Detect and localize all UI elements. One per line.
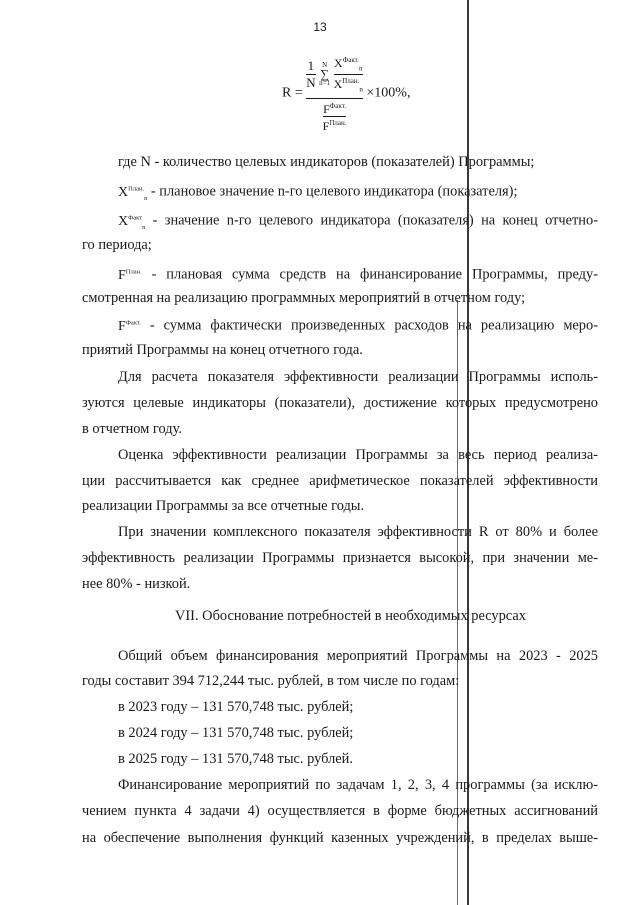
formula-f-plan: $F^{План.}$	[323, 116, 347, 133]
definition-f-plan: $F^{План.}$ - плановая сумма средств на финансирование Программы, преду-	[118, 266, 598, 283]
definition-f-fact-cont: приятий Программы на конец отчетного года.	[82, 342, 363, 358]
formula-f-ratio	[323, 100, 347, 133]
definition-f-plan-cont: смотренная на реализацию программных мероприятий в отчетном году;	[82, 290, 526, 306]
definition-x-fact: $X^{Факт}_n$ - значение n-го целевого индикатора (показателя) на конец отчетно-	[118, 212, 598, 231]
definition-f-fact: $F^{Факт.}$ - сумма фактически произведенных расходов на реализацию меро-	[118, 317, 598, 334]
formula-sum-sign: ∑	[320, 67, 329, 82]
paragraph-3-line-1: При значении комплексного показателя эффективности R от 80% и более	[118, 524, 598, 540]
formula-main-fraction	[306, 54, 363, 133]
funding-year-2024: в 2024 году – 131 570,748 тыс. рублей;	[118, 725, 354, 741]
paragraph-1-line-1: Для расчета показателя эффективности реализации Программы исполь-	[118, 369, 598, 385]
formula-one-over-n	[306, 58, 315, 91]
paragraph-1-line-2: зуются целевые индикаторы (показатели), достижение которых предусмотрено	[82, 395, 598, 411]
efficiency-formula	[282, 54, 410, 133]
funding-year-2025: в 2025 году – 131 570,748 тыс. рублей.	[118, 751, 353, 767]
formula-x-plan: $X^{План.}_n$	[334, 74, 363, 95]
paragraph-3-line-2: эффективность реализации Программы признается высокой, при значении ме-	[82, 550, 598, 566]
formula-sum-top: N	[322, 61, 328, 70]
formula-sum-bottom: n=1	[319, 79, 331, 88]
formula-x-fact: $X^{Факт.}_n$	[334, 56, 363, 73]
formula-coef: 1	[307, 58, 315, 74]
symbol-f-plan: $F^{План.}$	[118, 267, 142, 283]
funding-year-2023: в 2023 году – 131 570,748 тыс. рублей;	[118, 699, 354, 715]
definition-n: где N - количество целевых индикаторов (показателей) Программы;	[118, 154, 535, 170]
section-heading: VII. Обоснование потребностей в необходимых ресурсах	[175, 608, 526, 624]
paragraph-2-line-3: реализации Программы за все отчетные годы.	[82, 498, 365, 514]
paragraph-2-line-1: Оценка эффективности реализации Программы за весь период реализа-	[118, 447, 598, 463]
formula-tail: ×100%,	[366, 85, 411, 101]
financing-line-1: Финансирование мероприятий по задачам 1, 2, 3, 4 программы (за исклю-	[118, 777, 598, 793]
formula-sum	[319, 61, 330, 88]
formula-n: N	[306, 75, 316, 91]
page-number: 13	[313, 20, 327, 34]
formula-denominator	[306, 98, 363, 133]
funding-line-2: годы составит 394 712,244 тыс. рублей, в том числе по годам:	[82, 673, 460, 689]
symbol-f-fact: $F^{Факт.}$	[118, 318, 141, 334]
definition-x-fact-cont: го периода;	[82, 237, 152, 253]
formula-lhs: R =	[282, 85, 303, 101]
definition-x-plan: $X^{План.}_n$ - плановое значение n-го целевого индикатора (показателя);	[118, 183, 518, 202]
paragraph-3-line-3: нее 80% - низкой.	[82, 576, 191, 592]
formula-x-ratio	[334, 54, 363, 96]
symbol-x-fact: $X^{Факт}_n$	[118, 213, 146, 231]
formula-numerator	[306, 54, 363, 98]
financing-line-2: чением пункта 4 задачи 4) осуществляется в форме бюджетных ассигнований	[82, 803, 598, 819]
symbol-x-plan: $X^{План.}_n$	[118, 184, 148, 202]
funding-line-1: Общий объем финансирования мероприятий Программы на 2023 - 2025	[118, 648, 598, 664]
paragraph-1-line-3: в отчетном году.	[82, 421, 182, 437]
financing-line-3: на обеспечение выполнения функций казенных учреждений, в пределах выше-	[82, 830, 598, 846]
formula-f-fact: $F^{Факт.}$	[323, 101, 347, 116]
paragraph-2-line-2: ции рассчитывается как среднее арифметическое показателей эффективности	[82, 473, 598, 489]
